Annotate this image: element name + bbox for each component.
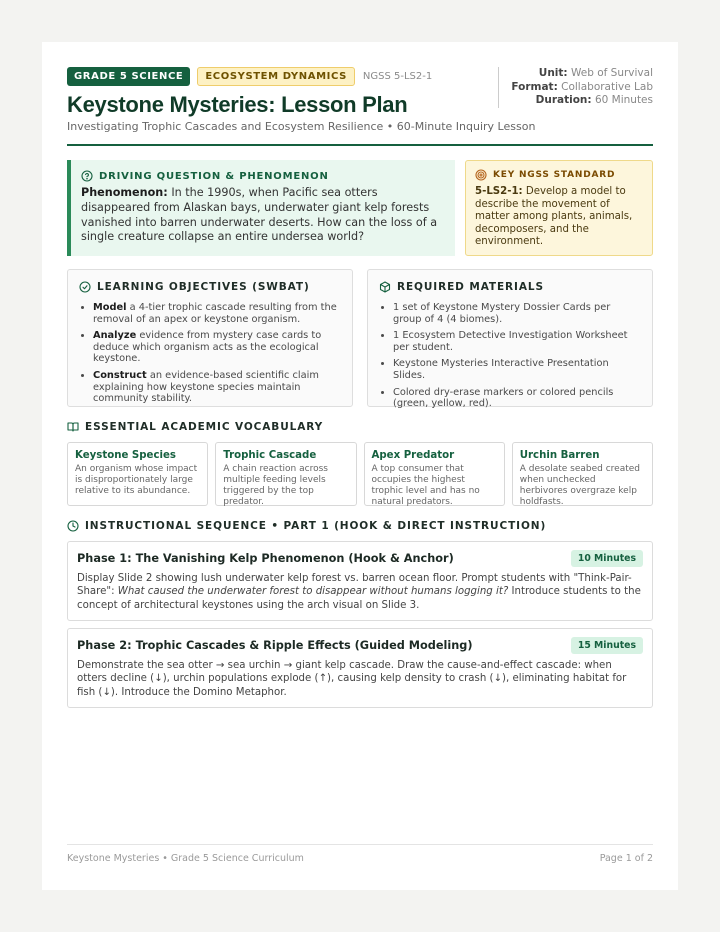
meta-duration: Duration: 60 Minutes (535, 94, 653, 106)
materials-list (379, 302, 641, 410)
vocab-term: Urchin Barren (519, 450, 600, 461)
vocabulary-heading: ESSENTIAL ACADEMIC VOCABULARY (67, 421, 323, 433)
meta-format: Format: Collaborative Lab (511, 80, 653, 93)
lesson-plan-page (42, 42, 678, 890)
driving-question-callout (67, 160, 455, 256)
vocab-term: Trophic Cascade (223, 450, 317, 461)
list-item: • Keystone Mysteries Interactive Presentation Slides. (393, 358, 641, 381)
grade-tag: GRADE 5 SCIENCE (67, 67, 190, 86)
objectives-list (79, 302, 341, 405)
list-item: • Analyze evidence from mystery case cards to deduce which organism acts as the ecological keystone. (93, 330, 341, 365)
footer-divider (67, 844, 653, 845)
learning-objectives-card (67, 269, 353, 407)
vocab-definition: A top consumer that occupies the highest trophic level and has no natural predators. (371, 464, 480, 507)
vocab-card (215, 442, 356, 506)
vocabulary-cards (67, 442, 653, 506)
sequence-heading: INSTRUCTIONAL SEQUENCE • PART 1 (HOOK & DIRECT INSTRUCTION) (67, 520, 546, 532)
phenomenon-text: Phenomenon: In the 1990s, when Pacific sea otters disappeared from Alaskan bays, underwater giant kelp forests vanished into barren underwater deserts. How can the loss of a single creature collapse an entire undersea world? (81, 186, 438, 244)
list-item: • 1 Ecosystem Detective Investigation Worksheet per student. (393, 330, 641, 353)
target-icon (475, 169, 487, 181)
box-icon (379, 281, 391, 293)
driving-question-heading: DRIVING QUESTION & PHENOMENON (81, 170, 445, 182)
phase-card-2 (67, 628, 653, 708)
duration-badge: 10 Minutes (571, 550, 643, 567)
ngss-text: 5-LS2-1: Develop a model to describe the movement of matter among plants, animals, decomposers, and the environment. (475, 186, 633, 247)
vocab-term: Keystone Species (75, 450, 176, 461)
page-title: Keystone Mysteries: Lesson Plan (67, 92, 408, 117)
lesson-meta (498, 67, 653, 108)
required-materials-card (367, 269, 653, 410)
topic-tag: ECOSYSTEM DYNAMICS (197, 67, 355, 86)
ngss-standard-callout (465, 160, 653, 256)
list-item: • 1 set of Keystone Mystery Dossier Cards per group of 4 (4 biomes). (393, 302, 641, 325)
page-number: Page 1 of 2 (599, 853, 653, 864)
check-circle-icon (79, 281, 91, 293)
standard-code: NGSS 5-LS2-1 (362, 71, 433, 82)
header-divider (67, 144, 653, 146)
vocab-definition: A desolate seabed created when unchecked herbivores overgraze kelp holdfasts. (519, 464, 641, 507)
clock-icon (67, 520, 79, 532)
objectives-heading: LEARNING OBJECTIVES (SWBAT) (79, 281, 341, 293)
duration-badge: 15 Minutes (571, 637, 643, 654)
list-item: • Model a 4-tier trophic cascade resulting from the removal of an apex or keystone organism. (93, 302, 341, 325)
ngss-heading: KEY NGSS STANDARD (475, 169, 643, 181)
footer-left: Keystone Mysteries • Grade 5 Science Curriculum (67, 853, 304, 864)
meta-unit: Unit: Web of Survival (538, 67, 653, 79)
header-tags (67, 67, 432, 86)
phase-description: Demonstrate the sea otter → sea urchin → giant kelp cascade. Draw the cause-and-effect cascade: when otters decline (↓), urchin populations explode (↑), causing kelp density to crash (↓), eliminating habitat for fish (↓). Introduce the Domino Metaphor. (77, 660, 627, 698)
help-circle-icon (81, 170, 93, 182)
vocab-card (512, 442, 653, 506)
vocab-definition: An organism whose impact is disproportionately large relative to its abundance. (75, 464, 198, 496)
page-subtitle: Investigating Trophic Cascades and Ecosystem Resilience • 60-Minute Inquiry Lesson (67, 120, 536, 133)
vocab-card (364, 442, 505, 506)
phase-title: Phase 2: Trophic Cascades & Ripple Effects (Guided Modeling) (77, 639, 473, 652)
phase-card-1 (67, 541, 653, 621)
list-item: • Construct an evidence-based scientific claim explaining how keystone species maintain community stability. (93, 370, 341, 405)
vocab-card (67, 442, 208, 506)
phase-description: Display Slide 2 showing lush underwater kelp forest vs. barren ocean floor. Prompt students with "Think-Pair-Share": What caused the underwater forest to disappear without humans logging it? Introduce students to the concept of architectural keystones using the arch visual on Slide 3. (77, 573, 641, 611)
vocab-definition: A chain reaction across multiple feeding levels triggered by the top predator. (223, 464, 328, 507)
vocab-term: Apex Predator (371, 450, 455, 461)
materials-heading: REQUIRED MATERIALS (379, 281, 641, 293)
book-open-icon (67, 421, 79, 433)
phase-title: Phase 1: The Vanishing Kelp Phenomenon (Hook & Anchor) (77, 552, 454, 565)
list-item: • Colored dry-erase markers or colored pencils (green, yellow, red). (393, 387, 641, 410)
